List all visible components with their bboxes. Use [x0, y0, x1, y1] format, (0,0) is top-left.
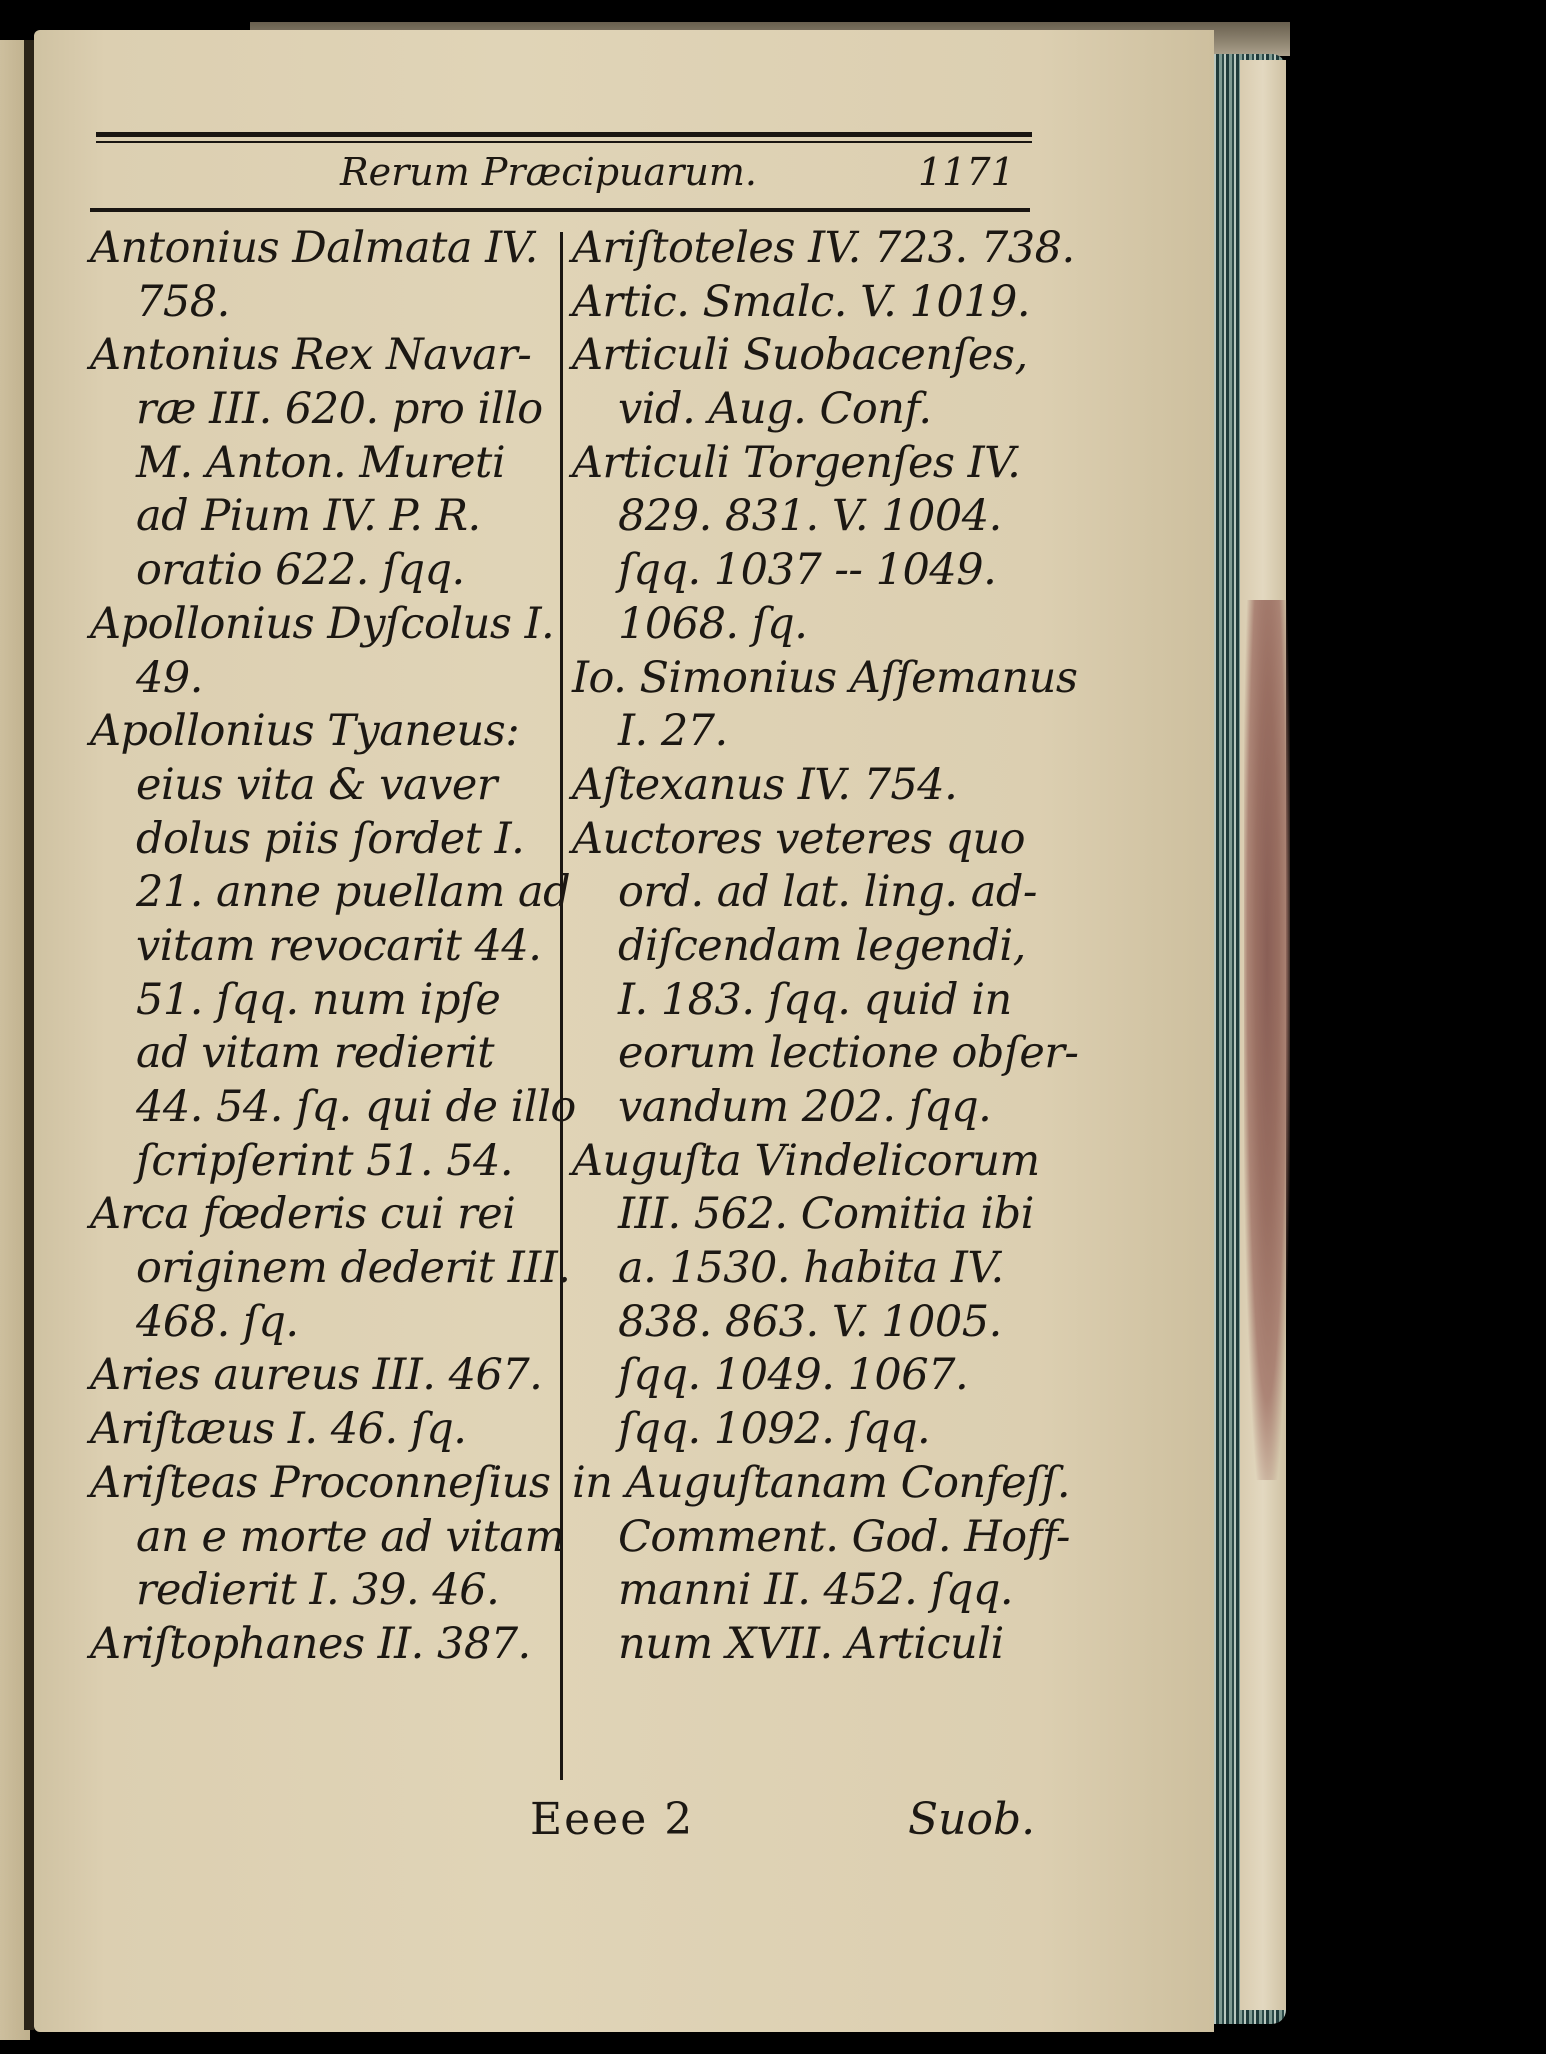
right-entry-line: Auguſta Vindelicorum	[572, 1135, 1040, 1186]
left-entry-line: ſcripſerint 51. 54.	[136, 1135, 514, 1186]
right-entry-line: 829. 831. V. 1004.	[618, 491, 1002, 542]
left-entry-line: vitam revocarit 44.	[136, 920, 542, 971]
right-entry-line: ord. ad lat. ling. ad-	[618, 867, 1037, 918]
left-entry-line: dolus piis ſordet I.	[136, 813, 525, 864]
right-entry-line: eorum lectione obſer-	[618, 1028, 1079, 1079]
gutter-shadow	[24, 40, 34, 2030]
left-entry-line: Aries aureus III. 467.	[90, 1350, 543, 1401]
right-entry-line: num XVII. Articuli	[618, 1618, 1004, 1669]
left-entry-line: Apollonius Dyſcolus I.	[90, 598, 555, 649]
right-entry-line: Articuli Torgenſes IV.	[572, 437, 1021, 488]
right-entry-line: Aſtexanus IV. 754.	[572, 759, 958, 810]
left-entry-line: 468. ſq.	[136, 1296, 299, 1347]
right-entry-line: I. 27.	[618, 706, 728, 757]
right-entry-line: diſcendam legendi,	[618, 920, 1026, 971]
index-column-right	[572, 222, 1079, 1672]
right-entry-line: ſqq. 1037 -- 1049.	[618, 545, 997, 596]
right-entry-line: Artic. Smalc. V. 1019.	[572, 276, 1031, 327]
header-rule-bottom	[90, 208, 1030, 212]
right-entry-line: a. 1530. habita IV.	[618, 1243, 1004, 1294]
left-entry-line: ad vitam redierit	[136, 1028, 495, 1079]
left-entry-line: 758.	[136, 276, 230, 327]
left-entry-line: originem dederit III.	[136, 1243, 571, 1294]
right-entry-line: Articuli Suobacenſes,	[572, 330, 1028, 381]
left-entry-line: Apollonius Tyaneus:	[90, 706, 520, 757]
left-entry-line: 21. anne puellam ad	[136, 867, 571, 918]
right-entry-line: vid. Aug. Conf.	[618, 384, 932, 435]
right-entry-line: vandum 202. ſqq.	[618, 1082, 992, 1132]
right-entry-line: 838. 863. V. 1005.	[618, 1296, 1002, 1347]
index-column-left	[90, 222, 576, 1672]
left-entry-line: Ariſteas Proconneſius	[90, 1457, 551, 1508]
left-entry-line: redierit I. 39. 46.	[136, 1565, 500, 1616]
left-entry-line: ræ III. 620. pro illo	[136, 384, 543, 435]
left-entry-line: Ariſtæus I. 46. ſq.	[90, 1404, 467, 1455]
left-entry-line: Antonius Rex Navar-	[90, 330, 532, 381]
catchword: Suob.	[908, 1794, 1036, 1845]
signature-mark: Eeee 2	[530, 1794, 695, 1845]
left-entry-line: 49.	[136, 652, 203, 703]
right-entry-line: in Auguſtanam Confeſſ.	[572, 1457, 1071, 1508]
left-entry-line: M. Anton. Mureti	[136, 437, 506, 488]
left-entry-line: 51. ſqq. num ipſe	[136, 974, 501, 1025]
page-number: 1171	[918, 150, 1015, 194]
running-title: Rerum Præcipuarum.	[340, 150, 757, 194]
right-entry-line: Auctores veteres quo	[572, 813, 1026, 864]
left-entry-line: 44. 54. ſq. qui de illo	[136, 1082, 576, 1132]
right-entry-line: Io. Simonius Aſſemanus	[572, 652, 1078, 703]
right-entry-line: ſqq. 1049. 1067.	[618, 1350, 969, 1401]
water-stain	[1244, 600, 1290, 1480]
left-entry-line: Antonius Dalmata IV.	[90, 223, 538, 273]
right-entry-line: 1068. ſq.	[618, 598, 808, 649]
right-entry-line: Comment. God. Hoff-	[618, 1511, 1070, 1562]
left-entry-line: Ariſtophanes II. 387.	[90, 1618, 531, 1669]
right-entry-line: manni II. 452. ſqq.	[618, 1565, 1014, 1616]
header-rule-thick	[96, 132, 1032, 137]
left-entry-line: ad Pium IV. P. R.	[136, 491, 481, 542]
right-entry-line: ſqq. 1092. ſqq.	[618, 1404, 931, 1455]
left-entry-line: Arca fœderis cui rei	[90, 1189, 516, 1240]
left-entry-line: oratio 622. ſqq.	[136, 545, 465, 596]
right-entry-line: Ariſtoteles IV. 723. 738.	[572, 223, 1075, 273]
left-entry-line: eius vita & vaver	[136, 759, 497, 810]
right-entry-line: III. 562. Comitia ibi	[618, 1189, 1034, 1240]
right-entry-line: I. 183. ſqq. quid in	[618, 974, 1012, 1025]
left-entry-line: an e morte ad vitam	[136, 1511, 565, 1562]
